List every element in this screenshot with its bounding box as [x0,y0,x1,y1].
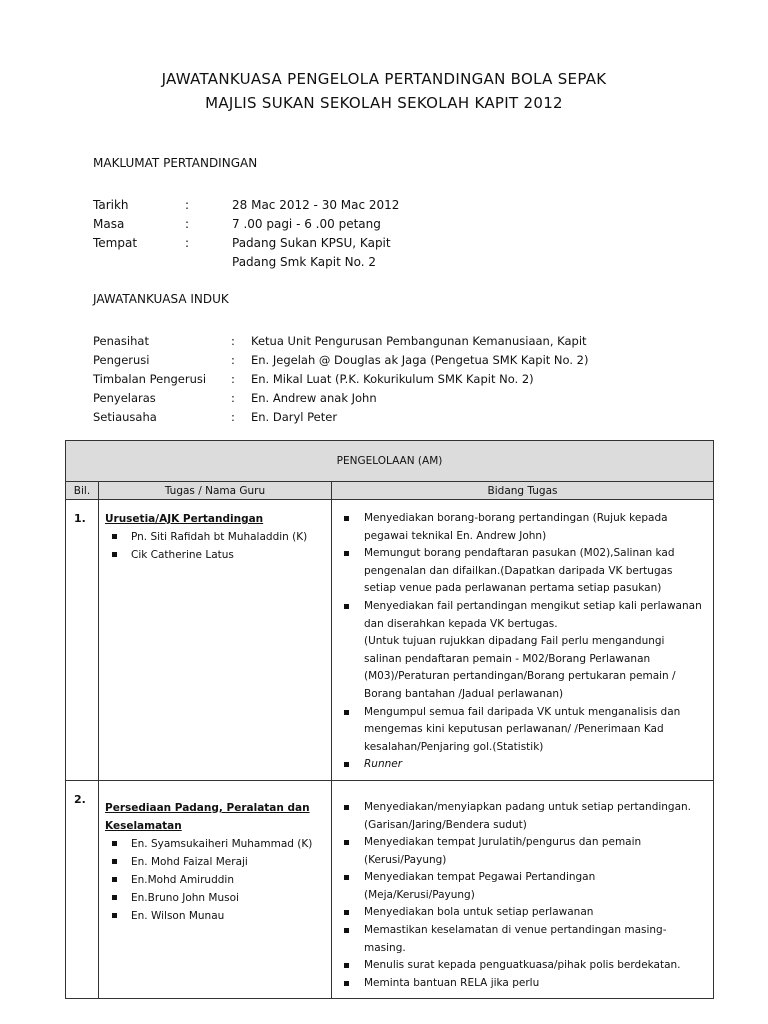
duty-item: Menyediakan tempat Pegawai Pertandingan (Meja/Kerusi/Payung) [338,869,703,904]
maklumat-heading: MAKLUMAT PERTANDINGAN [93,156,258,170]
duty-list [338,704,703,774]
table-section-row [66,441,714,482]
duty-item: Menyediakan borang-borang pertandingan (Rujuk kepada pegawai teknikal En. Andrew John) [338,510,703,545]
duty-item: Mengumpul semua fail daripada VK untuk menganalisis dan mengemas kini keputusan perlawanan/ /Penerimaan Kad kesalahan/Penjaring gol.(Statistik) [338,704,703,757]
document-subtitle: MAJLIS SUKAN SEKOLAH SEKOLAH KAPIT 2012 [205,94,563,112]
committee-role: Penasihat [93,334,149,348]
info-value: 28 Mac 2012 - 30 Mac 2012 [232,198,400,212]
duty-item: Menyediakan fail pertandingan mengikut setiap kali perlawanan dan diserahkan kepada VK bertugas. [338,598,703,633]
committee-sep: : [231,410,235,424]
duty-note: (Untuk tujuan rujukkan dipadang Fail perlu mengandungi salinan pendaftaran pemain - M02/Borang Perlawanan (M03)/Peraturan pertandingan/Borang pertukaran pemain / Borang bantahan /Jadual perlawanan) [364,635,676,700]
duty-item: Menyediakan/menyiapkan padang untuk setiap pertandingan.(Garisan/Jaring/Bendera sudut) [338,799,703,834]
committee-member: En. Mikal Luat (P.K. Kokurikulum SMK Kapit No. 2) [251,372,534,386]
committee-member: En. Andrew anak John [251,391,377,405]
bidang-cell [332,780,714,999]
info-sep: : [185,198,190,212]
committee-sep: : [231,391,235,405]
info-value: 7 .00 pagi - 6 .00 petang [232,217,381,231]
committee-sep: : [231,334,235,348]
teacher-name: En. Syamsukaiheri Muhammad (K) [105,835,325,853]
duty-list [338,799,703,993]
tugas-cell [99,780,332,999]
info-label: Tempat [93,236,138,250]
teacher-name: Pn. Siti Rafidah bt Muhaladdin (K) [105,528,325,546]
committee-role: Penyelaras [93,391,156,405]
duty-item: Menulis surat kepada penguatkuasa/pihak polis berdekatan. [338,957,703,975]
teacher-list [105,835,325,925]
committee-role: Pengerusi [93,353,150,367]
committee-member: En. Daryl Peter [251,410,338,424]
info-label: Masa [93,217,125,231]
teacher-name: Cik Catherine Latus [105,546,325,564]
info-label: Tarikh [93,198,129,212]
duty-item: Menyediakan bola untuk setiap perlawanan [338,904,703,922]
info-sep: : [185,217,190,231]
table-row [66,500,714,781]
column-header-tugas: Tugas / Nama Guru [99,482,332,500]
teacher-name: En. Wilson Munau [105,907,325,925]
info-value: Padang Smk Kapit No. 2 [232,255,376,269]
teacher-name: En. Mohd Faizal Meraji [105,853,325,871]
tugas-cell [99,500,332,781]
teacher-name: En.Mohd Amiruddin [105,871,325,889]
column-header-bil: Bil. [66,482,99,500]
committee-sep: : [231,372,235,386]
induk-heading: JAWATANKUASA INDUK [93,292,229,306]
committee-sep: : [231,353,235,367]
committee-member: En. Jegelah @ Douglas ak Jaga (Pengetua SMK Kapit No. 2) [251,353,589,367]
task-group-title: Urusetia/AJK Pertandingan [105,513,264,525]
pengelolaan-table [65,440,714,999]
table-header-row [66,482,714,500]
teacher-name: En.Bruno John Musoi [105,889,325,907]
row-number: 1. [66,500,99,781]
section-title: PENGELOLAAN (AM) [66,441,714,482]
duty-list [338,510,703,633]
duty-item: Memungut borang pendaftaran pasukan (M02),Salinan kad pengenalan dan difailkan.(Dapatkan daripada VK bertugas setiap venue pada perlawanan pertama setiap pasukan) [338,545,703,598]
committee-member: Ketua Unit Pengurusan Pembangunan Kemanusiaan, Kapit [251,334,587,348]
table-row [66,780,714,999]
row-number: 2. [66,780,99,999]
column-header-bidang: Bidang Tugas [332,482,714,500]
bidang-cell [332,500,714,781]
document-title: JAWATANKUASA PENGELOLA PERTANDINGAN BOLA SEPAK [161,70,607,88]
duty-item-runner: Runner [338,756,703,774]
duty-item: Meminta bantuan RELA jika perlu [338,975,703,993]
duty-item: Memastikan keselamatan di venue pertandingan masing-masing. [338,922,703,957]
info-value: Padang Sukan KPSU, Kapit [232,236,391,250]
task-group-title: Persediaan Padang, Peralatan dan Keselamatan [105,801,310,832]
committee-role: Setiausaha [93,410,157,424]
info-sep: : [185,236,190,250]
committee-role: Timbalan Pengerusi [93,372,207,386]
duty-item: Menyediakan tempat Jurulatih/pengurus dan pemain (Kerusi/Payung) [338,834,703,869]
teacher-list [105,528,325,564]
